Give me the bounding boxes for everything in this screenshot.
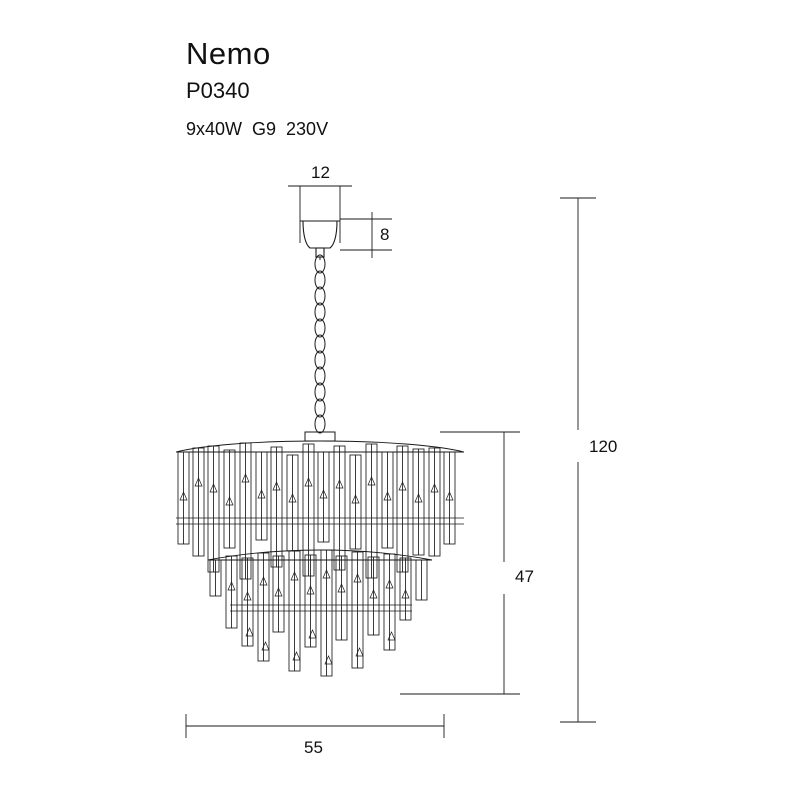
- suspension-chain: [315, 255, 325, 433]
- dim-label-canopy-height: 8: [380, 225, 390, 244]
- dim-canopy-width: [288, 186, 352, 243]
- crystal-rods-upper: [178, 443, 455, 579]
- dim-total-height: [560, 198, 596, 722]
- canopy: [300, 221, 340, 257]
- dim-label-total-height: 120: [589, 437, 618, 456]
- dim-label-fixture-width: 55: [304, 738, 323, 757]
- dim-label-fixture-height: 47: [515, 567, 534, 586]
- page-title: Nemo: [186, 36, 271, 71]
- product-specs: 9x40W G9 230V: [186, 119, 329, 139]
- dim-fixture-height: [400, 432, 520, 694]
- crystal-rods-lower: [210, 550, 427, 676]
- product-code: P0340: [186, 78, 250, 103]
- dim-label-canopy-width: 12: [311, 163, 330, 182]
- dim-fixture-width: [186, 714, 444, 738]
